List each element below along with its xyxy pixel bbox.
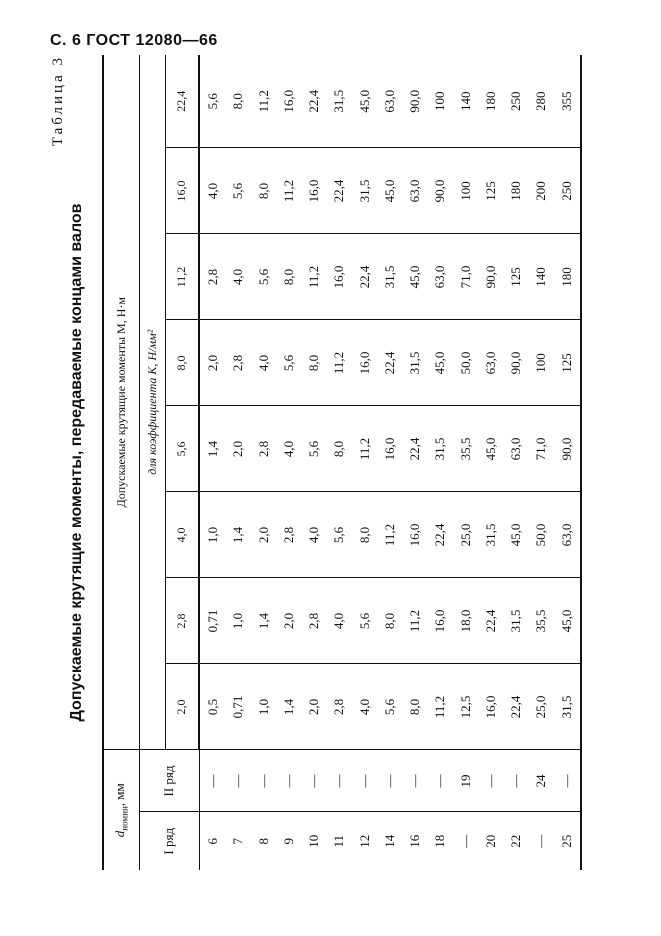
moment-value: 45,0 — [356, 89, 372, 113]
k-header: 5,6 — [165, 406, 199, 492]
row2-diameter: — — [199, 750, 226, 812]
row2-diameter: — — [327, 750, 352, 812]
moment-value: 2,8 — [276, 492, 301, 578]
moment-value: 5,6 — [204, 93, 220, 110]
moment-value: 35,5 — [529, 578, 554, 664]
moment-value: 2,8 — [327, 664, 352, 750]
moment-value: 11,2 — [377, 492, 402, 578]
k-header: 11,2 — [165, 234, 199, 320]
k-header: 4,0 — [165, 492, 199, 578]
moment-value: 180 — [554, 234, 581, 320]
moment-value: 22,4 — [327, 148, 352, 234]
moment-value: 90,0 — [407, 89, 423, 113]
moment-value: 11,2 — [428, 664, 453, 750]
row2-diameter: 24 — [529, 750, 554, 812]
moment-value: 22,4 — [428, 492, 453, 578]
row1-diameter: 14 — [377, 812, 402, 870]
moment-value: 8,0 — [327, 406, 352, 492]
table-row — [302, 55, 327, 870]
moment-value: 5,6 — [327, 492, 352, 578]
moment-value: 11,2 — [403, 578, 428, 664]
moment-value: 45,0 — [554, 578, 581, 664]
moment-value: 45,0 — [428, 320, 453, 406]
row2-diameter: — — [276, 750, 301, 812]
row1-diameter: 10 — [302, 812, 327, 870]
moment-value: 31,5 — [554, 664, 581, 750]
table-body — [199, 55, 581, 870]
moment-value: 100 — [453, 148, 478, 234]
row1-diameter: 20 — [478, 812, 503, 870]
table-row — [428, 55, 453, 870]
moment-value: 71,0 — [529, 406, 554, 492]
moment-value: 8,0 — [230, 93, 246, 110]
moment-value: 5,6 — [251, 234, 276, 320]
moment-value: 63,0 — [428, 234, 453, 320]
moment-value: 31,5 — [504, 578, 529, 664]
row1-header: I ряд — [139, 812, 199, 870]
moment-value: 4,0 — [327, 578, 352, 664]
nominal-diameter-header — [103, 750, 139, 870]
moment-value: 180 — [504, 148, 529, 234]
moment-value: 45,0 — [504, 492, 529, 578]
moment-value: 16,0 — [302, 148, 327, 234]
moment-value: 125 — [504, 234, 529, 320]
k-header: 16,0 — [165, 148, 199, 234]
moment-value: 35,5 — [453, 406, 478, 492]
row1-diameter: 8 — [251, 812, 276, 870]
table-row — [504, 55, 529, 870]
moment-value: 5,6 — [226, 148, 251, 234]
table-row — [478, 55, 503, 870]
k-header: 2,0 — [165, 664, 199, 750]
row2-diameter: — — [352, 750, 377, 812]
row1-diameter: 9 — [276, 812, 301, 870]
row2-diameter: — — [403, 750, 428, 812]
moment-value: 5,6 — [377, 664, 402, 750]
moment-value: 1,4 — [276, 664, 301, 750]
moment-value: 31,5 — [377, 234, 402, 320]
row1-diameter: 22 — [504, 812, 529, 870]
moment-value: 90,0 — [554, 406, 581, 492]
torque-table — [102, 55, 582, 870]
moment-value: 0,5 — [199, 664, 226, 750]
moment-value: 11,2 — [327, 320, 352, 406]
moment-value: 71,0 — [453, 234, 478, 320]
moment-value: 31,5 — [478, 492, 503, 578]
moment-value: 2,0 — [226, 406, 251, 492]
moment-value: 31,5 — [428, 406, 453, 492]
d-unit: , мм — [112, 783, 128, 807]
moment-value: 31,5 — [403, 320, 428, 406]
moment-value: 8,0 — [403, 664, 428, 750]
moment-value: 16,0 — [327, 234, 352, 320]
moment-value: 5,6 — [276, 320, 301, 406]
row1-diameter: 7 — [226, 812, 251, 870]
moment-value: 50,0 — [453, 320, 478, 406]
moment-value: 4,0 — [226, 234, 251, 320]
moment-value: 8,0 — [352, 492, 377, 578]
moment-value: 22,4 — [377, 320, 402, 406]
k-caption: для коэффициента K, Н/мм² — [139, 55, 165, 750]
row2-header: II ряд — [139, 750, 199, 812]
row1-diameter: 12 — [352, 812, 377, 870]
row2-diameter: — — [226, 750, 251, 812]
d-symbol: d — [112, 830, 128, 838]
row1-diameter: 25 — [554, 812, 581, 870]
moment-value: 16,0 — [403, 492, 428, 578]
moment-value: 1,4 — [226, 492, 251, 578]
moment-value: 2,0 — [199, 320, 226, 406]
row2-diameter: — — [478, 750, 503, 812]
moment-value: 2,8 — [199, 234, 226, 320]
moment-value: 22,4 — [403, 406, 428, 492]
moment-value: 16,0 — [352, 320, 377, 406]
moment-value: 8,0 — [251, 148, 276, 234]
moment-value: 8,0 — [302, 320, 327, 406]
moment-value: 250 — [508, 91, 524, 111]
row1-diameter: — — [529, 812, 554, 870]
moment-value: 5,6 — [352, 578, 377, 664]
moment-value: 1,4 — [199, 406, 226, 492]
moment-value: 4,0 — [302, 492, 327, 578]
moment-value: 8,0 — [377, 578, 402, 664]
moment-value: 355 — [559, 91, 575, 111]
moment-value: 90,0 — [428, 148, 453, 234]
moment-value: 22,4 — [306, 89, 322, 113]
moment-value: 45,0 — [403, 234, 428, 320]
table-row — [199, 55, 226, 870]
moment-value: 250 — [554, 148, 581, 234]
moment-value: 100 — [432, 91, 448, 111]
moment-value: 25,0 — [529, 664, 554, 750]
row1-diameter: — — [453, 812, 478, 870]
moment-value: 12,5 — [453, 664, 478, 750]
moment-value: 125 — [478, 148, 503, 234]
moment-value: 31,5 — [352, 148, 377, 234]
moment-value: 16,0 — [377, 406, 402, 492]
row2-diameter: — — [554, 750, 581, 812]
table-row — [453, 55, 478, 870]
moment-value: 4,0 — [251, 320, 276, 406]
row2-diameter: — — [302, 750, 327, 812]
moment-value: 45,0 — [478, 406, 503, 492]
row1-diameter: 16 — [403, 812, 428, 870]
table-label: Таблица 3 — [50, 55, 66, 147]
moment-value: 45,0 — [377, 148, 402, 234]
table-row — [251, 55, 276, 870]
moment-value: 18,0 — [453, 578, 478, 664]
moment-value: 11,2 — [255, 90, 271, 113]
moment-value: 90,0 — [504, 320, 529, 406]
moment-value: 16,0 — [478, 664, 503, 750]
moment-value: 2,0 — [251, 492, 276, 578]
moment-value: 140 — [529, 234, 554, 320]
k-header: 2,8 — [165, 578, 199, 664]
moment-value: 25,0 — [453, 492, 478, 578]
moment-value: 2,0 — [302, 664, 327, 750]
moment-value: 16,0 — [280, 89, 296, 113]
row2-diameter: — — [504, 750, 529, 812]
table-title: Допускаемые крутящие моменты, передаваемые концами валов — [68, 203, 85, 722]
table-row — [377, 55, 402, 870]
row2-diameter: — — [251, 750, 276, 812]
moment-value: 200 — [529, 148, 554, 234]
moment-value: 22,4 — [478, 578, 503, 664]
page-header: С. 6 ГОСТ 12080—66 — [50, 32, 218, 49]
moment-value: 280 — [533, 91, 549, 111]
moment-value: 1,0 — [226, 578, 251, 664]
table-row — [554, 55, 581, 870]
row1-diameter: 11 — [327, 812, 352, 870]
table-row — [403, 55, 428, 870]
moment-value: 50,0 — [529, 492, 554, 578]
moment-value: 140 — [457, 91, 473, 111]
moment-value: 11,2 — [352, 406, 377, 492]
moment-value: 31,5 — [331, 89, 347, 113]
table-row — [352, 55, 377, 870]
row2-diameter: — — [377, 750, 402, 812]
moment-value: 5,6 — [302, 406, 327, 492]
row2-diameter: 19 — [453, 750, 478, 812]
moment-value: 4,0 — [276, 406, 301, 492]
moment-value: 8,0 — [276, 234, 301, 320]
moments-caption: Допускаемые крутящие моменты М, Н·м — [103, 55, 139, 750]
moment-value: 63,0 — [554, 492, 581, 578]
moment-value: 11,2 — [276, 148, 301, 234]
moment-value: 63,0 — [381, 89, 397, 113]
moment-value: 1,4 — [251, 578, 276, 664]
moment-value: 0,71 — [199, 578, 226, 664]
moment-value: 180 — [482, 91, 498, 111]
rotated-table-block — [50, 55, 600, 870]
moment-value: 22,4 — [352, 234, 377, 320]
moment-value: 16,0 — [428, 578, 453, 664]
moment-value: 125 — [554, 320, 581, 406]
moment-value: 90,0 — [478, 234, 503, 320]
moment-value: 63,0 — [478, 320, 503, 406]
moment-value: 2,8 — [251, 406, 276, 492]
table-row — [529, 55, 554, 870]
table-row — [226, 55, 251, 870]
d-subscript: номин — [120, 806, 131, 831]
k-header: 22,4 — [165, 55, 199, 148]
moment-value: 4,0 — [352, 664, 377, 750]
moment-value: 11,2 — [302, 234, 327, 320]
moment-value: 100 — [529, 320, 554, 406]
moment-value: 2,8 — [226, 320, 251, 406]
moment-value: 2,0 — [276, 578, 301, 664]
moment-value: 4,0 — [199, 148, 226, 234]
moment-value: 1,0 — [199, 492, 226, 578]
moment-value: 1,0 — [251, 664, 276, 750]
table-row — [276, 55, 301, 870]
moment-value: 63,0 — [504, 406, 529, 492]
table-row — [327, 55, 352, 870]
moment-value: 63,0 — [403, 148, 428, 234]
row1-diameter: 6 — [199, 812, 226, 870]
k-header: 8,0 — [165, 320, 199, 406]
moment-value: 2,8 — [302, 578, 327, 664]
row2-diameter: — — [428, 750, 453, 812]
moment-value: 22,4 — [504, 664, 529, 750]
row1-diameter: 18 — [428, 812, 453, 870]
moment-value: 0,71 — [226, 664, 251, 750]
